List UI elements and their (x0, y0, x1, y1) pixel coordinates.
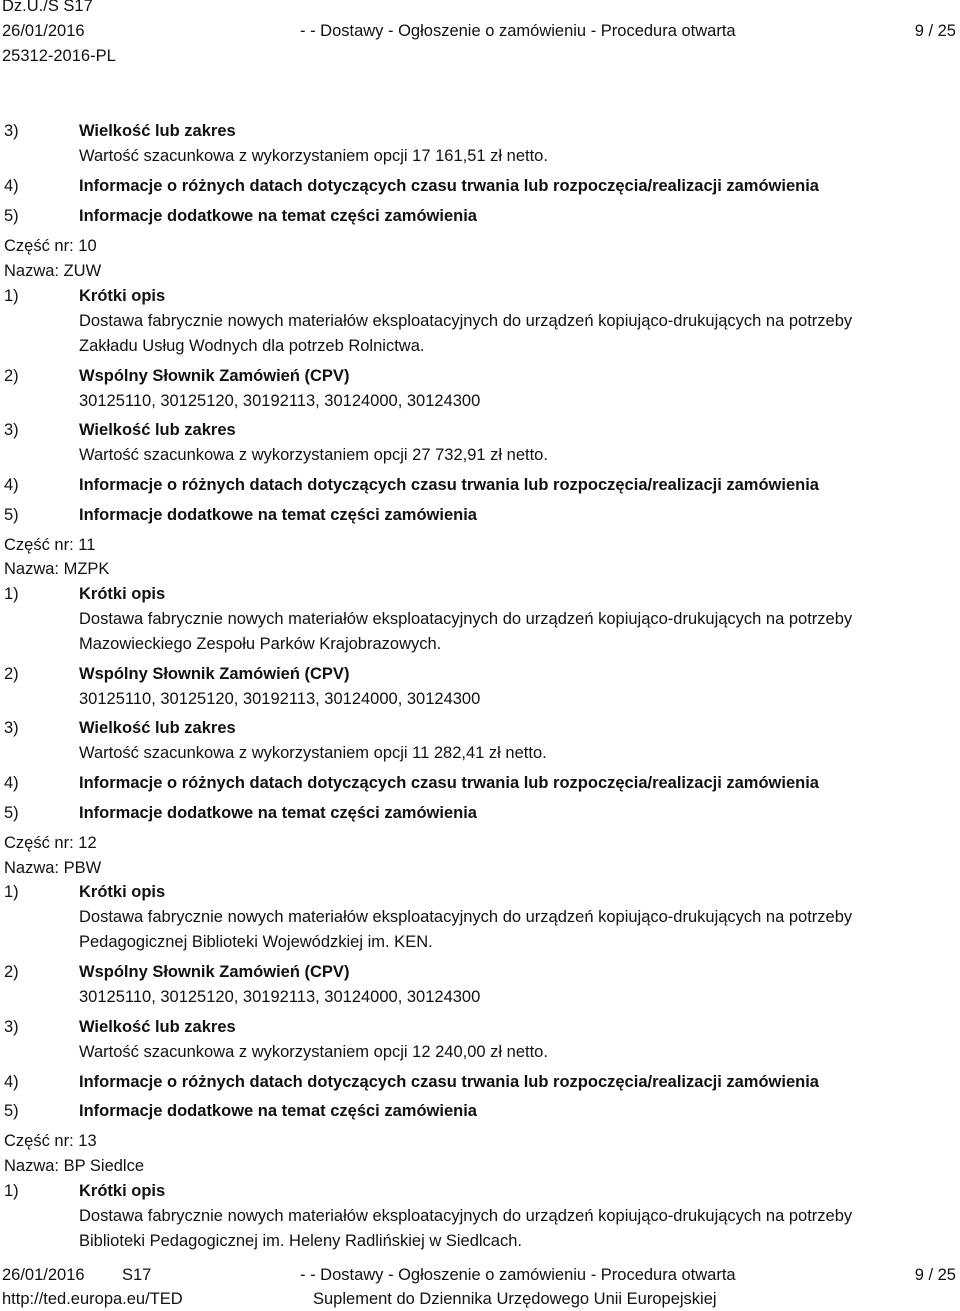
item-number: 5) (4, 506, 19, 524)
estimated-value: Wartość szacunkowa z wykorzystaniem opcji 11 282,41 zł netto. (79, 744, 547, 762)
footer-title: - - Dostawy - Ogłoszenie o zamówieniu - Procedura otwarta (300, 1266, 736, 1284)
description-line: Dostawa fabrycznie nowych materiałów eksploatacyjnych do urządzeń kopiująco-drukujących na potrzeby (79, 312, 853, 330)
section-heading: Wielkość lub zakres (79, 421, 236, 439)
item-number: 1) (4, 287, 19, 305)
footer-page: 9 / 25 (914, 1266, 956, 1284)
section-heading: Krótki opis (79, 1182, 166, 1200)
item-number: 3) (4, 122, 19, 140)
item-number: 2) (4, 963, 19, 981)
cpv-codes: 30125110, 30125120, 30192113, 30124000, 30124300 (79, 988, 481, 1006)
part-name: Nazwa: BP Siedlce (4, 1157, 145, 1175)
item-number: 5) (4, 804, 19, 822)
item-number: 4) (4, 177, 19, 195)
description-line: Dostawa fabrycznie nowych materiałów eksploatacyjnych do urządzeń kopiująco-drukujących na potrzeby (79, 1207, 853, 1225)
part-name: Nazwa: PBW (4, 859, 102, 877)
section-heading: Informacje o różnych datach dotyczących czasu trwania lub rozpoczęcia/realizacji zamówienia (79, 476, 819, 494)
description-line: Mazowieckiego Zespołu Parków Krajobrazowych. (79, 635, 442, 653)
section-heading: Krótki opis (79, 883, 166, 901)
item-number: 1) (4, 1182, 19, 1200)
section-heading: Wspólny Słownik Zamówień (CPV) (79, 665, 350, 683)
part-number: Część nr: 11 (4, 536, 96, 554)
journal-ref: Dz.U./S S17 (2, 0, 93, 15)
footer-supplement: Suplement do Dziennika Urzędowego Unii Europejskiej (313, 1290, 717, 1308)
section-heading: Wspólny Słownik Zamówień (CPV) (79, 963, 350, 981)
item-number: 3) (4, 421, 19, 439)
footer-journal: S17 (122, 1266, 152, 1284)
item-number: 2) (4, 367, 19, 385)
item-number: 2) (4, 665, 19, 683)
header-date: 26/01/2016 (2, 22, 85, 40)
cpv-codes: 30125110, 30125120, 30192113, 30124000, 30124300 (79, 690, 481, 708)
description-line: Pedagogicznej Biblioteki Wojewódzkiej im. KEN. (79, 933, 433, 951)
item-number: 5) (4, 207, 19, 225)
footer-date: 26/01/2016 (2, 1266, 85, 1284)
header-title: - - Dostawy - Ogłoszenie o zamówieniu - Procedura otwarta (300, 22, 736, 40)
item-number: 3) (4, 719, 19, 737)
estimated-value: Wartość szacunkowa z wykorzystaniem opcji 12 240,00 zł netto. (79, 1043, 548, 1061)
part-number: Część nr: 13 (4, 1132, 97, 1150)
description-line: Zakładu Usług Wodnych dla potrzeb Rolnictwa. (79, 337, 425, 355)
description-line: Dostawa fabrycznie nowych materiałów eksploatacyjnych do urządzeń kopiująco-drukujących na potrzeby (79, 610, 853, 628)
section-heading: Informacje o różnych datach dotyczących czasu trwania lub rozpoczęcia/realizacji zamówienia (79, 1073, 819, 1091)
ted-link[interactable]: http://ted.europa.eu/TED (2, 1290, 183, 1308)
section-heading: Wielkość lub zakres (79, 1018, 236, 1036)
doc-id: 25312-2016-PL (2, 47, 116, 65)
header-page: 9 / 25 (914, 22, 956, 40)
item-number: 3) (4, 1018, 19, 1036)
section-heading: Wspólny Słownik Zamówień (CPV) (79, 367, 350, 385)
item-number: 1) (4, 883, 19, 901)
part-number: Część nr: 12 (4, 834, 97, 852)
section-heading: Informacje o różnych datach dotyczących czasu trwania lub rozpoczęcia/realizacji zamówienia (79, 774, 819, 792)
section-heading: Informacje dodatkowe na temat części zamówienia (79, 1102, 477, 1120)
section-heading: Informacje dodatkowe na temat części zamówienia (79, 804, 477, 822)
description-line: Dostawa fabrycznie nowych materiałów eksploatacyjnych do urządzeń kopiująco-drukujących na potrzeby (79, 908, 853, 926)
section-heading: Wielkość lub zakres (79, 719, 236, 737)
section-heading: Informacje dodatkowe na temat części zamówienia (79, 506, 477, 524)
item-number: 5) (4, 1102, 19, 1120)
description-line: Biblioteki Pedagogicznej im. Heleny Radlińskiej w Siedlcach. (79, 1232, 522, 1250)
section-heading: Krótki opis (79, 287, 166, 305)
section-heading: Informacje dodatkowe na temat części zamówienia (79, 207, 477, 225)
part-name: Nazwa: ZUW (4, 262, 102, 280)
cpv-codes: 30125110, 30125120, 30192113, 30124000, 30124300 (79, 392, 481, 410)
item-number: 4) (4, 1073, 19, 1091)
part-number: Część nr: 10 (4, 237, 97, 255)
section-heading: Informacje o różnych datach dotyczących czasu trwania lub rozpoczęcia/realizacji zamówienia (79, 177, 819, 195)
estimated-value: Wartość szacunkowa z wykorzystaniem opcji 17 161,51 zł netto. (79, 147, 548, 165)
section-heading: Krótki opis (79, 585, 166, 603)
item-number: 4) (4, 774, 19, 792)
estimated-value: Wartość szacunkowa z wykorzystaniem opcji 27 732,91 zł netto. (79, 446, 548, 464)
item-number: 1) (4, 585, 19, 603)
section-heading: Wielkość lub zakres (79, 122, 236, 140)
part-name: Nazwa: MZPK (4, 560, 110, 578)
item-number: 4) (4, 476, 19, 494)
